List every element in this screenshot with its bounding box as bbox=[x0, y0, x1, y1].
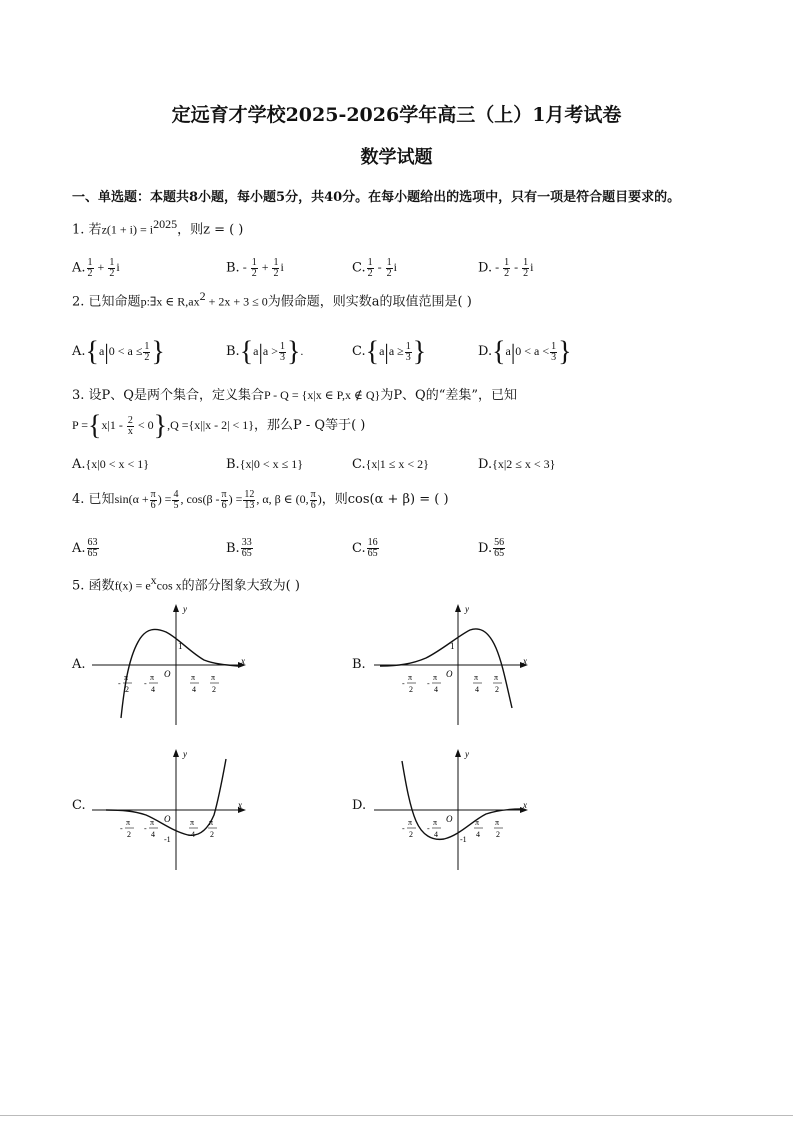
q2-option-a[interactable]: A.{a|0 < a ≤ $\frac{1}{2}$ } bbox=[72, 336, 165, 367]
graph-a-tick2-pi: π bbox=[150, 673, 155, 682]
q2-pre: 已知命题 bbox=[88, 294, 141, 310]
q3-line2-post: ，那么P - Q等于( ) bbox=[254, 417, 366, 433]
question-3-line1 bbox=[72, 384, 517, 403]
q3-option-b-label: B. bbox=[226, 457, 240, 472]
graph-d-y-label: y bbox=[465, 749, 469, 759]
q4-post: ，则cos(α + β) = ( ) bbox=[321, 492, 449, 507]
q4-option-d-den: 65 bbox=[494, 548, 505, 559]
q2-exp: 2 bbox=[199, 289, 206, 303]
graph-d-neg-one: -1 bbox=[460, 835, 467, 844]
graph-b-tick3-pi: π bbox=[474, 673, 479, 682]
question-3-line2: P ={x|1 - $\frac{2}{x}$ < 0},Q ={x||x - 2| < 1}，那么P - Q等于( ) bbox=[72, 410, 366, 441]
page-subtitle: 数学试题 bbox=[360, 147, 433, 168]
graph-b-tick4-pi: π bbox=[494, 673, 499, 682]
q4-number: 4. bbox=[72, 492, 89, 507]
graph-b[interactable] bbox=[370, 600, 535, 725]
q3-option-d-label: D. bbox=[478, 457, 493, 472]
q3-line1-expr: P - Q = {x|x ∈ P,x ∉ Q} bbox=[263, 388, 381, 402]
q5-post: 的部分图象大致为( ) bbox=[181, 578, 300, 594]
graph-b-tick2-minus: - bbox=[427, 679, 430, 688]
q3-option-c-label: C. bbox=[352, 457, 366, 472]
q1-option-b-label: B. bbox=[226, 260, 240, 276]
graph-a-tick1-den: 2 bbox=[125, 685, 129, 694]
q1-option-a[interactable]: A. $\frac{1}{2}$ + $\frac{1}{2}$ i bbox=[72, 257, 120, 279]
question-5 bbox=[72, 573, 300, 593]
q2-option-b[interactable]: B.{a|a > $\frac{1}{3}$ }. bbox=[226, 336, 304, 367]
q5-option-c-label[interactable]: C. bbox=[72, 798, 86, 813]
graph-a-tick2-den: 4 bbox=[151, 685, 155, 694]
graph-d-tick1-pi: π bbox=[408, 818, 413, 827]
graph-c[interactable] bbox=[88, 745, 253, 870]
graph-b-tick2-den: 4 bbox=[434, 685, 438, 694]
graph-d-x-label: x bbox=[523, 800, 527, 810]
graph-b-y-label: y bbox=[465, 604, 469, 614]
graph-a-y-label: y bbox=[183, 604, 187, 614]
section-heading: 一、单选题：本题共8小题，每小题5分，共40分。在每小题给出的选项中，只有一项是符合题目要求的。 bbox=[72, 190, 681, 205]
q4-option-a-den: 65 bbox=[87, 548, 98, 559]
q3-option-a[interactable] bbox=[72, 457, 149, 472]
page-bottom-divider bbox=[0, 1115, 793, 1116]
q5-exp: x bbox=[150, 573, 157, 587]
q4-option-a-label: A. bbox=[72, 541, 86, 556]
q3-option-c-text: {x|1 ≤ x < 2} bbox=[365, 457, 429, 471]
graph-a-tick3-pi: π bbox=[191, 673, 196, 682]
graph-b-tick1-den: 2 bbox=[409, 685, 413, 694]
graph-c-tick2-den: 4 bbox=[151, 830, 155, 839]
graph-a[interactable] bbox=[88, 600, 253, 725]
page-title: 定远育才学校2025-2026学年高三（上）1月考试卷 bbox=[171, 104, 622, 126]
graph-d-tick3-pi: π bbox=[475, 818, 480, 827]
q3-line1-pre: 3. 设P、Q是两个集合，定义集合 bbox=[72, 388, 264, 403]
graph-a-tick3-den: 4 bbox=[192, 685, 196, 694]
graph-c-tick1-minus: - bbox=[120, 824, 123, 833]
graph-d-tick1-den: 2 bbox=[409, 830, 413, 839]
graph-d-tick1-minus: - bbox=[402, 824, 405, 833]
q4-option-a[interactable] bbox=[72, 538, 100, 559]
q4-option-c-label: C. bbox=[352, 541, 366, 556]
q5-option-b-label[interactable]: B. bbox=[352, 657, 366, 672]
q5-option-d-label[interactable]: D. bbox=[352, 798, 367, 813]
q2-expr2: + 2x + 3 ≤ 0 bbox=[205, 294, 268, 309]
question-4: 4. 已知sin(α + $\frac{\pi}{6}$ ) = $\frac{4}{5}$ , cos(β - $\frac{\pi}{6}$ ) = $\frac{12}{13}$ , α, β ∈ (0, $\frac{\pi}{6}$ )，则cos(α + β) = ( ) bbox=[72, 488, 449, 511]
graph-c-tick2-minus: - bbox=[144, 824, 147, 833]
graph-b-tick1-pi: π bbox=[408, 673, 413, 682]
graph-c-x-label: x bbox=[238, 800, 242, 810]
graph-b-tick3-den: 4 bbox=[475, 685, 479, 694]
q3-option-d[interactable] bbox=[478, 457, 555, 472]
graph-a-tick1-pi: π bbox=[124, 673, 129, 682]
graph-c-tick3-den: 4 bbox=[191, 830, 195, 839]
q1-option-a-label: A. bbox=[72, 260, 86, 276]
q5-number: 5. bbox=[72, 578, 89, 594]
graph-a-tick4-den: 2 bbox=[212, 685, 216, 694]
graph-d-origin: O bbox=[446, 814, 453, 824]
graph-a-origin: O bbox=[164, 669, 171, 679]
q1-number: 1. bbox=[72, 222, 89, 238]
graph-c-origin: O bbox=[164, 814, 171, 824]
q3-option-a-label: A. bbox=[72, 457, 86, 472]
graph-b-x-label: x bbox=[523, 656, 527, 666]
q4-option-c-den: 65 bbox=[367, 548, 378, 559]
graph-a-tick1-minus: - bbox=[118, 679, 121, 688]
graph-a-one: 1 bbox=[178, 641, 183, 651]
graph-b-tick1-minus: - bbox=[402, 679, 405, 688]
q5-option-a-label[interactable]: A. bbox=[72, 657, 86, 672]
graph-c-tick3-pi: π bbox=[190, 818, 195, 827]
graph-d-tick2-minus: - bbox=[427, 824, 430, 833]
graph-b-origin: O bbox=[446, 669, 453, 679]
graph-c-tick4-pi: π bbox=[209, 818, 214, 827]
q4-option-c-num: 16 bbox=[367, 537, 378, 548]
graph-b-one: 1 bbox=[450, 641, 455, 651]
q1-exp: 2025 bbox=[153, 217, 178, 231]
q2-option-d[interactable]: D.{a|0 < a < $\frac{1}{3}$ } bbox=[478, 336, 572, 367]
q5-pre: 函数 bbox=[88, 578, 115, 594]
q4-option-d[interactable] bbox=[478, 538, 506, 559]
q2-expr: p:∃x ∈ R,ax bbox=[140, 294, 200, 309]
q2-option-c[interactable]: C.{a|a ≥ $\frac{1}{3}$ } bbox=[352, 336, 427, 367]
q2-option-b-label: B. bbox=[226, 343, 240, 359]
q4-option-b[interactable] bbox=[226, 538, 254, 559]
graph-b-tick4-den: 2 bbox=[495, 685, 499, 694]
graph-a-x-label: x bbox=[241, 656, 245, 666]
graph-c-tick2-pi: π bbox=[150, 818, 155, 827]
q3-option-d-text: {x|2 ≤ x < 3} bbox=[492, 457, 556, 471]
q1-post: ，则z = ( ) bbox=[177, 222, 244, 238]
graph-d-tick4-pi: π bbox=[495, 818, 500, 827]
q3-line2-pre: P = bbox=[72, 417, 88, 432]
graph-d[interactable] bbox=[370, 745, 535, 870]
q4-option-b-den: 65 bbox=[241, 548, 252, 559]
q5-expr: f(x) = e bbox=[114, 578, 151, 593]
q3-option-a-text: {x|0 < x < 1} bbox=[85, 457, 149, 471]
q2-option-a-label: A. bbox=[72, 343, 86, 359]
graph-d-tick4-den: 2 bbox=[496, 830, 500, 839]
graph-b-tick2-pi: π bbox=[433, 673, 438, 682]
q4-option-b-num: 33 bbox=[241, 537, 252, 548]
graph-d-curve bbox=[402, 761, 522, 839]
graph-c-neg-one: -1 bbox=[164, 835, 171, 844]
graph-c-y-label: y bbox=[183, 749, 187, 759]
q1-option-d[interactable]: D. - $\frac{1}{2}$ - $\frac{1}{2}$ i bbox=[478, 257, 534, 279]
q1-option-b[interactable]: B. - $\frac{1}{2}$ + $\frac{1}{2}$ i bbox=[226, 257, 284, 279]
q4-option-d-num: 56 bbox=[494, 537, 505, 548]
q1-expr: z(1 + i) = i bbox=[101, 222, 154, 237]
q1-option-c[interactable]: C. $\frac{1}{2}$ - $\frac{1}{2}$ i bbox=[352, 257, 397, 279]
q1-option-d-label: D. bbox=[478, 260, 493, 276]
graph-a-tick2-minus: - bbox=[144, 679, 147, 688]
graph-d-tick3-den: 4 bbox=[476, 830, 480, 839]
q2-post: 为假命题，则实数a的取值范围是( ) bbox=[267, 294, 472, 310]
q3-option-c[interactable] bbox=[352, 457, 429, 472]
graph-c-tick4-den: 2 bbox=[210, 830, 214, 839]
q2-option-d-label: D. bbox=[478, 343, 493, 359]
q5-expr2: cos x bbox=[156, 578, 182, 593]
graph-d-tick2-pi: π bbox=[433, 818, 438, 827]
q4-option-c[interactable] bbox=[352, 538, 380, 559]
graph-c-tick1-pi: π bbox=[126, 818, 131, 827]
q3-option-b[interactable] bbox=[226, 457, 303, 472]
q4-option-d-label: D. bbox=[478, 541, 493, 556]
q3-option-b-text: {x|0 < x ≤ 1} bbox=[239, 457, 303, 471]
q3-line2-mid: ,Q = bbox=[167, 417, 189, 432]
q3-line1-post: 为P、Q的“差集”，已知 bbox=[380, 388, 518, 403]
q2-number: 2. bbox=[72, 294, 89, 310]
q1-pre: 若 bbox=[88, 222, 102, 238]
graph-c-tick1-den: 2 bbox=[127, 830, 131, 839]
q4-option-b-label: B. bbox=[226, 541, 240, 556]
q4-pre: 已知 bbox=[88, 492, 115, 507]
question-1 bbox=[72, 217, 243, 237]
q4-option-a-num: 63 bbox=[87, 537, 98, 548]
q1-option-c-label: C. bbox=[352, 260, 366, 276]
graph-d-tick2-den: 4 bbox=[434, 830, 438, 839]
graph-a-tick4-pi: π bbox=[211, 673, 216, 682]
q2-option-c-label: C. bbox=[352, 343, 366, 359]
question-2 bbox=[72, 289, 472, 309]
